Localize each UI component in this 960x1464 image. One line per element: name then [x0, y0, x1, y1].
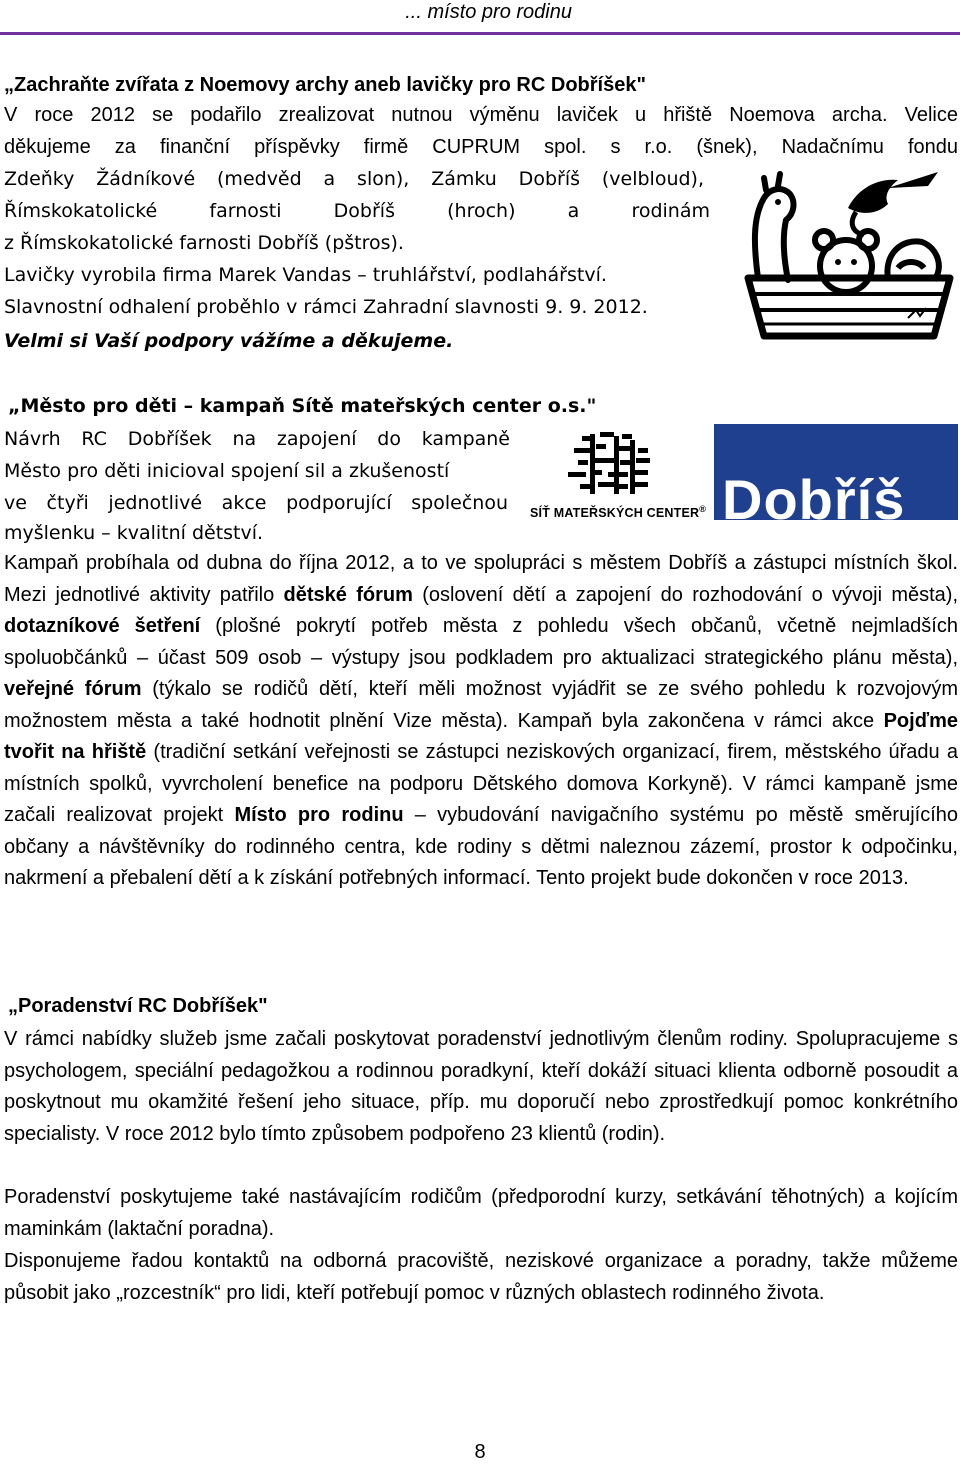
section1-closing: Velmi si Vaší podpory vážíme a děkujeme. [4, 330, 454, 352]
section2-line4: myšlenku – kvalitní dětství. [4, 522, 264, 544]
bold-pojdme-tvorit: Pojďme tvořit na hřiště [4, 709, 958, 763]
section2-campaign-paragraph: Kampaň probíhala od dubna do října 2012, a to ve spolupráci s městem Dobříš a zástupci místních škol. Mezi jednotlivé aktivity patřilo dětské fórum (oslovení dětí a zapojení do rozhodování o vývoji města), dotazníkové šetření (plošné pokrytí potřeb města z pohledu všech občanů, včetně nejmladších spoluobčánků – účast 509 osob – výstupy jsou podkladem pro aktualizaci strategického plánu města), veřejné fórum (týkalo se rodičů dětí, kteří měli možnost vyjádřit se ze svého pohledu k rozvojovým možnostem města a také hodnotit plnění Vize města). Kampaň byla zakončena v rámci akce Pojďme tvořit na hřiště (tradiční setkání veřejnosti se zástupci neziskových organizací, firem, městského úřadu a místních spolků, vyvrcholení benefice na podporu Dětského domova Korkyně). V rámci kampaně jsme začali realizovat projekt Místo pro rodinu – vybudování navigačního systému po městě směrujícího občany a návštěvníky do rodinného centra, kde rodiny s dětmi naleznou zázemí, prostor k odpočinku, nakrmení a přebalení dětí a k získání potřebných informací. Tento projekt bude dokončen v roce 2013. [4, 552, 958, 889]
section1-line3: Zdeňky Žádníkové (medvěd a slon), Zámku Dobříš (velbloud), [4, 168, 704, 190]
section1-line7: Slavnostní odhalení proběhlo v rámci Zahradní slavnosti 9. 9. 2012. [4, 296, 648, 318]
section1-line5: z Římskokatolické farnosti Dobříš (pštros). [4, 232, 404, 254]
dobris-logo-text: Dobříš [722, 468, 906, 520]
running-title: ... místo pro rodinu [405, 1, 572, 23]
section3-paragraph1: V rámci nabídky služeb jsme začali poskytovat poradenství jednotlivým členům rodiny. Spolupracujeme s psychologem, speciální pedagožkou a rodinnou poradkyní, kteří dokáží situaci klienta odborně posoudit a poskytnout mu okamžité řešení jeho situace, příp. mu doporučí nebo zprostředkují pomoc konkrétního specialisty. V roce 2012 bylo tímto způsobem podpořeno 23 klientů (rodin). [4, 1028, 958, 1145]
noah-ark-illustration-icon [738, 168, 958, 344]
section1-line4: Římskokatolické farnosti Dobříš (hroch) a rodinám [4, 200, 710, 222]
section1-line6: Lavičky vyrobila firma Marek Vandas – truhlářství, podlahářství. [4, 264, 607, 286]
bold-misto-pro-rodinu: Místo pro rodinu [234, 804, 404, 826]
section2-line2: Město pro děti inicioval spojení sil a zkušeností [4, 460, 450, 482]
bold-detske-forum: dětské fórum [283, 583, 413, 606]
section1-title: „Zachraňte zvířata z Noemovy archy aneb lavičky pro RC Dobříšek" [4, 74, 646, 96]
dobris-city-logo [714, 424, 958, 520]
section1-line1: V roce 2012 se podařilo zrealizovat nutnou výměnu laviček u hřiště Noemova archa. Velice [4, 104, 958, 126]
bold-dotaznikove-setreni: dotazníkové šetření [4, 615, 201, 637]
section2-line3: ve čtyři jednotlivé akce podporující společnou [4, 492, 508, 514]
registered-mark: ® [699, 504, 707, 514]
section3-paragraph2: Poradenství poskytujeme také nastávajícím rodičům (předporodní kurzy, setkávání těhotných) a kojícím maminkám (laktační poradna). [4, 1186, 958, 1240]
smc-logo-caption: SÍŤ MATEŘSKÝCH CENTER [530, 506, 700, 521]
section3-paragraph3: Disponujeme řadou kontaktů na odborná pracoviště, neziskové organizace a poradny, takže můžeme působit jako „rozcestník“ pro lidi, kteří potřebují pomoc v různých oblastech rodinného života. [4, 1250, 958, 1304]
section2-title: „Město pro děti – kampaň Sítě mateřských center o.s." [8, 395, 597, 417]
page-number: 8 [474, 1441, 486, 1463]
bold-verejne-forum: veřejné fórum [4, 678, 142, 700]
sit-materskych-center-logo [530, 430, 707, 522]
smc-logo-figures-icon [530, 430, 700, 504]
section1-line2: děkujeme za finanční příspěvky firmě CUPRUM spol. s r.o. (šnek), Nadačnímu fondu [4, 136, 958, 158]
section2-line1: Návrh RC Dobříšek na zapojení do kampaně [4, 428, 510, 450]
header-rule [0, 32, 960, 35]
section3-title: „Poradenství RC Dobříšek" [8, 995, 268, 1017]
